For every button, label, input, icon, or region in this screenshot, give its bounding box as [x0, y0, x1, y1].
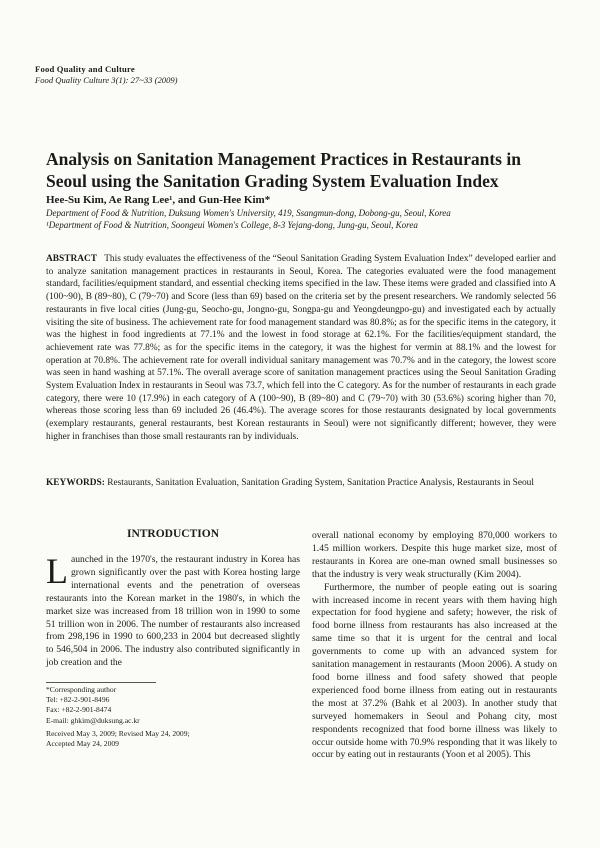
- abstract: [46, 253, 556, 444]
- author-list: Hee-Su Kim, Ae Rang Lee¹, and Gun-Hee Kim*: [46, 194, 271, 206]
- telephone: Tel: +82-2-901-8496: [46, 695, 110, 705]
- received-date: Received May 3, 2009; Revised May 24, 2009;: [46, 729, 190, 738]
- paper-title: Analysis on Sanitation Management Practices in Restaurants in Seoul using the Sanitation Grading System Evaluation Index: [46, 149, 521, 191]
- drop-cap: L: [46, 551, 68, 591]
- journal-header: [35, 64, 178, 86]
- affiliation-2: ¹Department of Food & Nutrition, Soongeui Women's College, 8-3 Yejang-dong, Jung-gu, Seoul, Korea: [46, 219, 418, 230]
- abstract-text: This study evaluates the effectiveness of the “Seoul Sanitation Grading System Evaluation Index” developed earlier and to analyze sanitation management practices in restaurants in Seoul, Korea. The categories evaluated were the food management standard, facilities/equipment standard, and essential checking items specified in the law. These items were graded and classified into A (100~90), B (89~80), C (79~70) and Score (less than 69) based on the criteria set by the present researchers. We randomly selected 56 restaurants in five local cities (Jung-gu, Seocho-gu, Jongno-gu, Songpa-gu and Yeongdeungpo-gu) and investigated each by actually visiting the site of business. The achievement rate for food management standard was 80.8%; as for the specific items in the category, it was the highest in food ingredients at 77.1% and the lowest in food storage at 62.1%. For the facilities/equipment standard, the achievement rate was 77.8%; as for the specific items in the category, it was the highest for vermin at 88.1% and the lowest for operation at 70.8%. The achievement rate for overall individual sanitary management was 70.7% and in the category, the lowest score was seen in hand washing at 57.1%. The overall average score of sanitation management practices using the Seoul Sanitation Grading System Evaluation Index in restaurants in Seoul was 73.7, which fell into the C category. As for the number of restaurants in each grade category, there were 10 (17.9%) in each category of A (100~90), B (89~80) and C (79~70) with 30 (53.6%) scoring higher than 70, whereas those scoring less than 69 included 26 (46.4%). The average scores for those restaurants designated by local governments (exemplary restaurants, general restaurants, best Korean restaurants in Seoul) were not significantly different; however, they were higher in franchises than those small restaurants ran by individuals.: [46, 254, 556, 442]
- intro-paragraph-1: [46, 551, 300, 670]
- submission-dates: [46, 729, 190, 749]
- journal-name: Food Quality and Culture: [35, 64, 135, 74]
- intro-paragraph-continued: overall national economy by employing 870,000 workers to 1.45 million workers. Despite this huge market size, most of restaurants in Korea are one-man owned small businesses so that the industry is very weak structurally (Kim 2004).: [312, 530, 557, 580]
- keywords-label: KEYWORDS:: [46, 478, 105, 488]
- accepted-date: Accepted May 24, 2009: [46, 739, 119, 749]
- corresponding-author-footnote: [46, 685, 140, 726]
- right-column: [312, 530, 557, 762]
- intro-paragraph-2: Furthermore, the number of people eating out is soaring with increased income in recent years with them having high expectation for food hygiene and safety; however, the risk of food borne illness from restaurants has also increased at the same time so that it is urgent for the central and local governments to come up with an advanced system for sanitation management in restaurants (Moon 2006). A study on food borne illness and food safety showed that people experienced food borne illness from eating out in restaurants the most at 37.2% (Bahk et al 2003). In another study that surveyed homemakers in Seoul and Pohang city, most respondents recognized that food borne illness was likely to occur outside home with 70.9% responding that it was likely to occur by eating out in restaurants (Yoon et al 2005). This: [312, 581, 557, 761]
- footnote-divider: [46, 682, 156, 683]
- abstract-label: ABSTRACT: [46, 254, 98, 264]
- section-heading-introduction: INTRODUCTION: [126, 528, 219, 540]
- keywords-text: Restaurants, Sanitation Evaluation, Sanitation Grading System, Sanitation Practice Analysis, Restaurants in Seoul: [107, 478, 534, 488]
- journal-citation: Food Quality Culture 3(1): 27~33 (2009): [35, 75, 178, 85]
- affiliation-1: Department of Food & Nutrition, Duksung Women's University, 419, Ssangmun-dong, Dobong-gu, Seoul, Korea: [46, 208, 451, 218]
- corresponding-label: *Corresponding author: [46, 685, 117, 694]
- fax: Fax: +82-2-901-8474: [46, 705, 112, 715]
- keywords: [46, 477, 556, 490]
- left-column: [46, 551, 300, 670]
- email: E-mail: ghkim@duksung.ac.kr: [46, 715, 140, 725]
- affiliations: [46, 208, 566, 231]
- intro-paragraph-1-text: aunched in the 1970's, the restaurant industry in Korea has grown significantly over the past with Korea hosting large international events and the penetration of overseas restaurants into the Korean market in the 1980's, in which the market size was increased from 18 trillion won in 1990 to some 51 trillion won in 2006. The number of restaurants also increased from 298,196 in 1990 to 600,233 in 2004 but decreased slightly to 546,504 in 2006. The industry also contributed significantly in job creation and the: [46, 554, 300, 669]
